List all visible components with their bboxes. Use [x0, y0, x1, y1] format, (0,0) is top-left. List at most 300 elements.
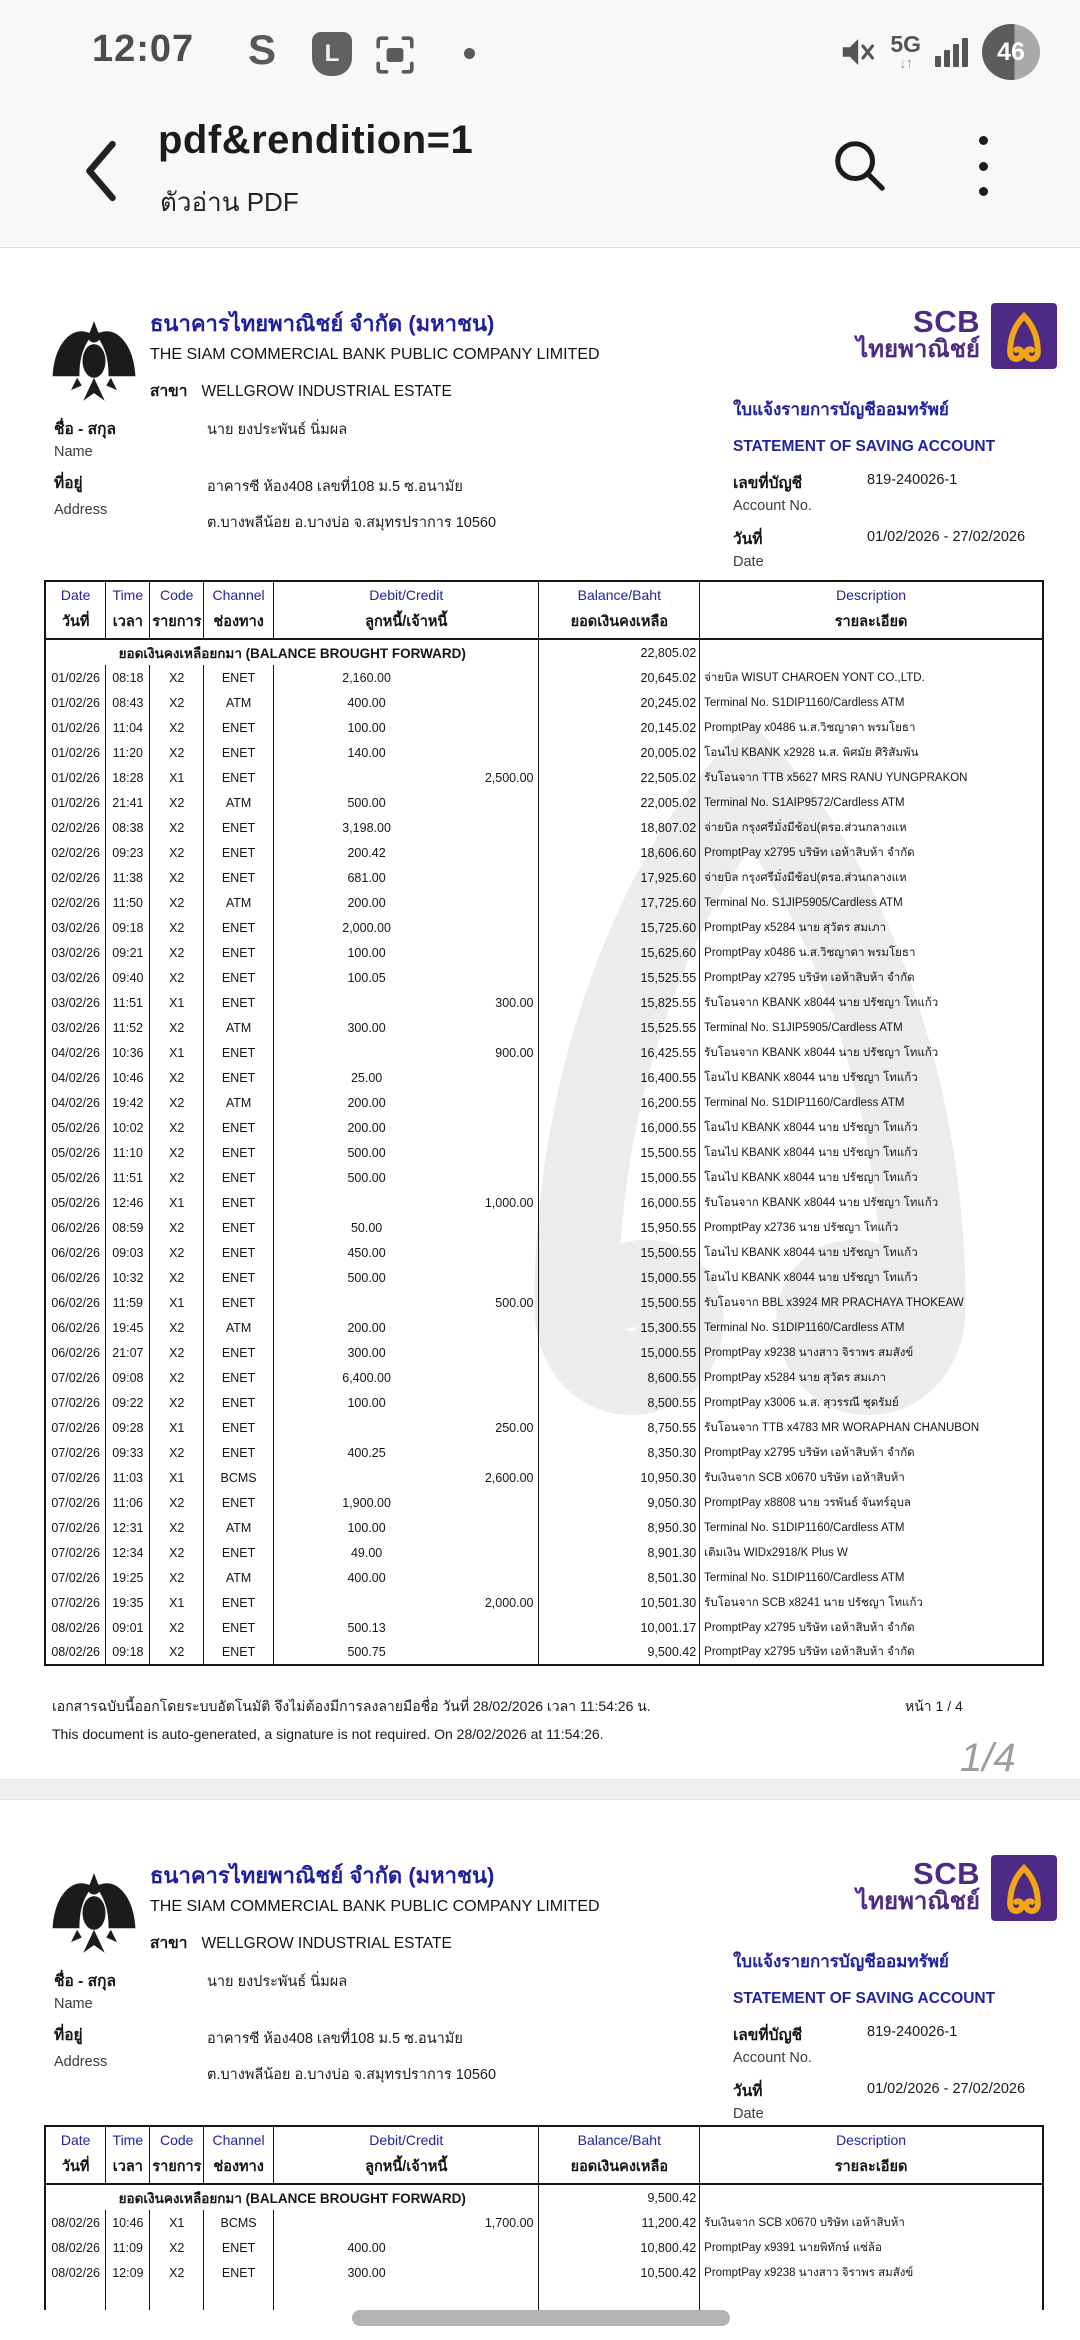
scb-logo-en: SCB: [913, 1856, 980, 1891]
cell-balance: 10,500.42: [539, 2260, 700, 2285]
cell-description: PromptPay x2795 บริษัท เอห้าสิบห้า จำกัด: [700, 1440, 1043, 1465]
brought-forward-row: [45, 2184, 1043, 2210]
cell-time: 11:04: [106, 715, 150, 740]
brought-forward-label: ยอดเงินคงเหลือยกมา (BALANCE BROUGHT FORWARD): [45, 2184, 539, 2210]
cell-code: X2: [150, 1440, 204, 1465]
transaction-row: [45, 1190, 1043, 1215]
cell-channel: BCMS: [204, 1465, 274, 1490]
cell-channel: ENET: [204, 915, 274, 940]
cell-date: 07/02/26: [45, 1390, 106, 1415]
cell-debit-credit: 200.00: [274, 1315, 539, 1340]
cell-channel: ENET: [204, 1065, 274, 1090]
cell-code: X2: [150, 1215, 204, 1240]
transaction-row: [45, 865, 1043, 890]
garuda-emblem: [48, 303, 140, 425]
branch-line: [150, 1930, 452, 1955]
cell-balance: 15,525.55: [539, 1015, 700, 1040]
transaction-row: [45, 1265, 1043, 1290]
cell-balance: 15,000.55: [539, 1165, 700, 1190]
cell-channel: ENET: [204, 1215, 274, 1240]
transaction-row: [45, 1015, 1043, 1040]
cell-date: 03/02/26: [45, 965, 106, 990]
branch-name: WELLGROW INDUSTRIAL ESTATE: [201, 1935, 452, 1952]
cell-description: รับโอนจาก SCB x8241 นาย ปรัชญา โทแก้ว: [700, 1590, 1043, 1615]
cell-date: 04/02/26: [45, 1090, 106, 1115]
cell-code: X2: [150, 1565, 204, 1590]
cell-date: 07/02/26: [45, 1540, 106, 1565]
cell-debit-credit: 500.00: [274, 1165, 539, 1190]
statement-title-th: ใบแจ้งรายการบัญชีออมทรัพย์: [733, 1952, 949, 1971]
cell-balance: 20,005.02: [539, 740, 700, 765]
transaction-row: [45, 890, 1043, 915]
cell-time: 09:01: [106, 1615, 150, 1640]
cell-time: 11:51: [106, 1165, 150, 1190]
cell-channel: ENET: [204, 990, 274, 1015]
cell-date: 07/02/26: [45, 1440, 106, 1465]
cell-channel: ENET: [204, 1365, 274, 1390]
cell-description: PromptPay x2795 บริษัท เอห้าสิบห้า จำกัด: [700, 1615, 1043, 1640]
cell-date: 01/02/26: [45, 665, 106, 690]
transaction-row: [45, 1340, 1043, 1365]
transaction-row: [45, 1240, 1043, 1265]
address-label-en: Address: [54, 502, 108, 518]
cell-debit-credit: 1,000.00: [274, 1190, 539, 1215]
bank-name-th: ธนาคารไทยพาณิชย์ จำกัด (มหาชน): [150, 311, 495, 336]
cell-debit-credit: 500.75: [274, 1640, 539, 1665]
cell-code: X1: [150, 1190, 204, 1215]
cell-debit-credit: 500.00: [274, 1290, 539, 1315]
account-label-th: เลขที่บัญชี: [733, 475, 803, 492]
transaction-row: [45, 915, 1043, 940]
transaction-row: [45, 765, 1043, 790]
cell-debit-credit: 450.00: [274, 1240, 539, 1265]
cell-date: 01/02/26: [45, 790, 106, 815]
cell-description: PromptPay x0486 น.ส.วิชญาดา พรมโยธา: [700, 715, 1043, 740]
cell-channel: ENET: [204, 840, 274, 865]
col-header-time: Time เวลา: [106, 2126, 150, 2184]
cell-channel: ENET: [204, 1540, 274, 1565]
cell-debit-credit: 2,160.00: [274, 665, 539, 690]
cell-code: X2: [150, 1490, 204, 1515]
cell-code: X2: [150, 815, 204, 840]
cell-code: X2: [150, 2260, 204, 2285]
cell-balance: 16,000.55: [539, 1190, 700, 1215]
cell-description: Terminal No. S1DIP1160/Cardless ATM: [700, 690, 1043, 715]
account-label-en: Account No.: [733, 2050, 812, 2066]
cell-description: PromptPay x2795 บริษัท เอห้าสิบห้า จำกัด: [700, 965, 1043, 990]
branch-name: WELLGROW INDUSTRIAL ESTATE: [201, 383, 452, 400]
cell-time: 09:23: [106, 840, 150, 865]
transaction-row: [45, 1090, 1043, 1115]
cell-date: 07/02/26: [45, 1565, 106, 1590]
cell-balance: 10,001.17: [539, 1615, 700, 1640]
cell-description: PromptPay x2795 บริษัท เอห้าสิบห้า จำกัด: [700, 840, 1043, 865]
cell-code: X2: [150, 740, 204, 765]
cell-balance: 15,825.55: [539, 990, 700, 1015]
cell-description: โอนไป KBANK x2928 น.ส. พิศมัย ศิริสัมพัน: [700, 740, 1043, 765]
cell-code: X2: [150, 1165, 204, 1190]
address-label-th: ที่อยู่: [54, 475, 83, 492]
transaction-row: [45, 2260, 1043, 2285]
cell-code: X1: [150, 1415, 204, 1440]
cell-description: รับเงินจาก SCB x0670 บริษัท เอห้าสิบห้า: [700, 2210, 1043, 2235]
transaction-row: [45, 740, 1043, 765]
cell-channel: ENET: [204, 1240, 274, 1265]
cell-debit-credit: 300.00: [274, 2260, 539, 2285]
cell-debit-credit: 2,000.00: [274, 1590, 539, 1615]
cell-time: 18:28: [106, 765, 150, 790]
cell-channel: ENET: [204, 2235, 274, 2260]
transaction-row: [45, 1365, 1043, 1390]
cell-time: 10:46: [106, 1065, 150, 1090]
cell-channel: ATM: [204, 1565, 274, 1590]
customer-name: นาย ยงประพันธ์ นิ่มผล: [207, 1974, 348, 1990]
transaction-row: [45, 715, 1043, 740]
cell-description: รับโอนจาก KBANK x8044 นาย ปรัชญา โทแก้ว: [700, 1190, 1043, 1215]
name-label-en: Name: [54, 444, 93, 460]
cell-debit-credit: 400.25: [274, 1440, 539, 1465]
cell-code: X2: [150, 1065, 204, 1090]
cell-description: PromptPay x9238 นางสาว จิราพร สมสังข์: [700, 2260, 1043, 2285]
cell-date: 03/02/26: [45, 940, 106, 965]
cell-code: X2: [150, 1090, 204, 1115]
cell-channel: ENET: [204, 1140, 274, 1165]
cell-description: โอนไป KBANK x8044 นาย ปรัชญา โทแก้ว: [700, 1115, 1043, 1140]
cell-description: Terminal No. S1DIP1160/Cardless ATM: [700, 1515, 1043, 1540]
cell-code: X2: [150, 1515, 204, 1540]
cell-debit-credit: 300.00: [274, 990, 539, 1015]
date-label-th: วันที่: [733, 2083, 763, 2100]
transaction-row: [45, 1565, 1043, 1590]
cell-time: 08:59: [106, 1215, 150, 1240]
cell-channel: ENET: [204, 1340, 274, 1365]
address-line2: ต.บางพลีน้อย อ.บางบ่อ จ.สมุทรปราการ 10560: [207, 515, 497, 531]
cell-balance: 8,901.30: [539, 1540, 700, 1565]
cell-balance: 22,005.02: [539, 790, 700, 815]
cell-code: X2: [150, 1240, 204, 1265]
cell-debit-credit: 300.00: [274, 1015, 539, 1040]
cell-channel: ENET: [204, 965, 274, 990]
cell-date: 08/02/26: [45, 1640, 106, 1665]
cell-debit-credit: 1,900.00: [274, 1490, 539, 1515]
cell-channel: ENET: [204, 1590, 274, 1615]
brought-forward-balance: 9,500.42: [539, 2184, 700, 2210]
cell-channel: ENET: [204, 1490, 274, 1515]
cell-code: X1: [150, 1465, 204, 1490]
cell-code: X2: [150, 840, 204, 865]
cell-debit-credit: 140.00: [274, 740, 539, 765]
transaction-row: [45, 1165, 1043, 1190]
cell-channel: ENET: [204, 665, 274, 690]
cell-date: 05/02/26: [45, 1165, 106, 1190]
cell-date: 07/02/26: [45, 1365, 106, 1390]
cell-time: 09:03: [106, 1240, 150, 1265]
cell-code: X1: [150, 990, 204, 1015]
cell-date: 07/02/26: [45, 1515, 106, 1540]
cell-balance: 10,950.30: [539, 1465, 700, 1490]
cell-time: 10:02: [106, 1115, 150, 1140]
transaction-row: [45, 1615, 1043, 1640]
cell-code: X2: [150, 915, 204, 940]
transaction-row: [45, 990, 1043, 1015]
brought-forward-row: [45, 639, 1043, 665]
transaction-row: [45, 1390, 1043, 1415]
garuda-emblem: [48, 1855, 140, 1977]
cell-debit-credit: 200.00: [274, 1115, 539, 1140]
cell-channel: ENET: [204, 1165, 274, 1190]
cell-code: X1: [150, 1590, 204, 1615]
cell-description: Terminal No. S1JIP5905/Cardless ATM: [700, 890, 1043, 915]
transaction-row: [45, 790, 1043, 815]
cell-balance: 11,200.42: [539, 2210, 700, 2235]
network-type-icon: 5G ↓↑: [890, 31, 921, 72]
branch-line: [150, 378, 452, 403]
cell-date: 06/02/26: [45, 1340, 106, 1365]
address-label-en: Address: [54, 2054, 108, 2070]
cell-description: PromptPay x9238 นางสาว จิราพร สมสังข์: [700, 1340, 1043, 1365]
cell-date: 01/02/26: [45, 740, 106, 765]
col-header-code: Code รายการ: [150, 2126, 204, 2184]
scb-logo-text: [856, 306, 980, 362]
cell-date: 07/02/26: [45, 1490, 106, 1515]
cell-description: PromptPay x2795 บริษัท เอห้าสิบห้า จำกัด: [700, 1640, 1043, 1665]
cell-code: X2: [150, 665, 204, 690]
pdf-page-1: [0, 248, 1080, 1780]
cell-time: 11:52: [106, 1015, 150, 1040]
transaction-row: [45, 840, 1043, 865]
cell-description: PromptPay x2736 นาย ปรัชญา โทแก้ว: [700, 1215, 1043, 1240]
cell-description: PromptPay x9391 นายพิทักษ์ แซ่ล้อ: [700, 2235, 1043, 2260]
transaction-row: [45, 1590, 1043, 1615]
name-label-th: ชื่อ - สกุล: [54, 421, 116, 438]
cell-description: PromptPay x3006 น.ส. สุวรรณี ชุดรัมย์: [700, 1390, 1043, 1415]
mute-icon: [838, 33, 876, 71]
cell-channel: ENET: [204, 1290, 274, 1315]
transaction-row: [45, 1290, 1043, 1315]
back-icon[interactable]: [78, 138, 124, 204]
cell-balance: 8,600.55: [539, 1365, 700, 1390]
cell-description: รับเงินจาก SCB x0670 บริษัท เอห้าสิบห้า: [700, 1465, 1043, 1490]
cell-balance: 8,750.55: [539, 1415, 700, 1440]
statement-title-th: ใบแจ้งรายการบัญชีออมทรัพย์: [733, 400, 949, 419]
cell-time: 11:50: [106, 890, 150, 915]
cell-code: X2: [150, 1640, 204, 1665]
cell-channel: ATM: [204, 1015, 274, 1040]
col-header-date: Date วันที่: [45, 581, 106, 639]
cell-time: 10:32: [106, 1265, 150, 1290]
statement-date-range: 01/02/2026 - 27/02/2026: [867, 2081, 1026, 2097]
scb-logo-text: [856, 1858, 980, 1914]
cell-balance: 17,725.60: [539, 890, 700, 915]
cell-channel: ENET: [204, 1040, 274, 1065]
cell-debit-credit: 50.00: [274, 1215, 539, 1240]
cell-time: 09:08: [106, 1365, 150, 1390]
cell-code: X1: [150, 2210, 204, 2235]
cell-code: X2: [150, 1115, 204, 1140]
cell-time: 09:40: [106, 965, 150, 990]
cell-balance: 18,606.60: [539, 840, 700, 865]
cell-debit-credit: 500.00: [274, 1140, 539, 1165]
account-label-th: เลขที่บัญชี: [733, 2027, 803, 2044]
scb-logo-icon: [991, 303, 1057, 369]
cell-time: 19:35: [106, 1590, 150, 1615]
cell-date: 08/02/26: [45, 2210, 106, 2235]
s-badge-icon: S: [248, 26, 277, 73]
transaction-row: [45, 1415, 1043, 1440]
cell-code: X2: [150, 1315, 204, 1340]
cell-date: 01/02/26: [45, 690, 106, 715]
cell-time: 11:38: [106, 865, 150, 890]
table-header-row: [45, 581, 1043, 639]
cell-code: X2: [150, 890, 204, 915]
cell-debit-credit: 100.00: [274, 1515, 539, 1540]
cell-time: 09:18: [106, 1640, 150, 1665]
account-label-en: Account No.: [733, 498, 812, 514]
cell-date: 06/02/26: [45, 1265, 106, 1290]
date-label-th: วันที่: [733, 531, 763, 548]
cell-date: 05/02/26: [45, 1190, 106, 1215]
cell-date: 03/02/26: [45, 915, 106, 940]
col-header-channel: Channel ช่องทาง: [204, 581, 274, 639]
cell-debit-credit: 500.00: [274, 790, 539, 815]
cell-time: 09:33: [106, 1440, 150, 1465]
cell-debit-credit: 2,500.00: [274, 765, 539, 790]
page-number-label: หน้า 1 / 4: [905, 1698, 963, 1714]
cell-balance: 8,950.30: [539, 1515, 700, 1540]
cell-description: Terminal No. S1DIP1160/Cardless ATM: [700, 1315, 1043, 1340]
cell-date: 03/02/26: [45, 990, 106, 1015]
cell-balance: 16,000.55: [539, 1115, 700, 1140]
scroll-indicator[interactable]: [352, 2310, 730, 2326]
date-label-en: Date: [733, 554, 764, 570]
transaction-row: [45, 1140, 1043, 1165]
clipped-row: [45, 2285, 1043, 2310]
cell-description: รับโอนจาก TTB x4783 MR WORAPHAN CHANUBON: [700, 1415, 1043, 1440]
cell-time: 21:07: [106, 1340, 150, 1365]
transaction-row: [45, 1315, 1043, 1340]
bank-name-en: THE SIAM COMMERCIAL BANK PUBLIC COMPANY LIMITED: [150, 1898, 600, 1915]
cell-code: X1: [150, 765, 204, 790]
cell-debit-credit: 49.00: [274, 1540, 539, 1565]
customer-name: นาย ยงประพันธ์ นิ่มผล: [207, 422, 348, 438]
cell-debit-credit: 500.00: [274, 1265, 539, 1290]
cell-date: 06/02/26: [45, 1290, 106, 1315]
cell-code: X2: [150, 1365, 204, 1390]
cell-code: X2: [150, 965, 204, 990]
clock: 12:07: [92, 28, 195, 70]
cell-balance: 8,350.30: [539, 1440, 700, 1465]
cell-time: 11:06: [106, 1490, 150, 1515]
cell-balance: 8,500.55: [539, 1390, 700, 1415]
pdf-page-2: [0, 1800, 1080, 2340]
cell-time: 09:21: [106, 940, 150, 965]
cell-description: Terminal No. S1JIP5905/Cardless ATM: [700, 1015, 1043, 1040]
cell-date: 06/02/26: [45, 1240, 106, 1265]
cell-description: โอนไป KBANK x8044 นาย ปรัชญา โทแก้ว: [700, 1140, 1043, 1165]
cell-debit-credit: 6,400.00: [274, 1365, 539, 1390]
col-header-date: Date วันที่: [45, 2126, 106, 2184]
cell-description: Terminal No. S1DIP1160/Cardless ATM: [700, 1090, 1043, 1115]
cell-debit-credit: 100.05: [274, 965, 539, 990]
search-icon[interactable]: [830, 136, 888, 194]
transaction-row: [45, 1065, 1043, 1090]
cell-code: X2: [150, 940, 204, 965]
status-indicators: [838, 26, 1040, 78]
statement-date-range: 01/02/2026 - 27/02/2026: [867, 529, 1026, 545]
cell-code: X1: [150, 1290, 204, 1315]
cell-channel: ENET: [204, 740, 274, 765]
table-header-row: [45, 2126, 1043, 2184]
cell-code: X2: [150, 1615, 204, 1640]
cell-balance: 10,800.42: [539, 2235, 700, 2260]
cell-debit-credit: 500.13: [274, 1615, 539, 1640]
cell-channel: ENET: [204, 1415, 274, 1440]
cell-channel: ENET: [204, 1390, 274, 1415]
cell-date: 07/02/26: [45, 1590, 106, 1615]
cell-code: X2: [150, 1390, 204, 1415]
cell-code: X2: [150, 1340, 204, 1365]
cell-debit-credit: 100.00: [274, 1390, 539, 1415]
cell-balance: 15,950.55: [539, 1215, 700, 1240]
page-separator: [0, 1779, 1080, 1800]
cell-channel: ATM: [204, 790, 274, 815]
cell-description: โอนไป KBANK x8044 นาย ปรัชญา โทแก้ว: [700, 1240, 1043, 1265]
cell-balance: 16,400.55: [539, 1065, 700, 1090]
cell-date: 02/02/26: [45, 840, 106, 865]
cell-channel: ENET: [204, 1115, 274, 1140]
cell-date: 05/02/26: [45, 1140, 106, 1165]
cell-balance: 15,300.55: [539, 1315, 700, 1340]
cell-description: PromptPay x8808 นาย วรพันธ์ จันทร์อุบล: [700, 1490, 1043, 1515]
cell-debit-credit: 681.00: [274, 865, 539, 890]
cell-time: 19:25: [106, 1565, 150, 1590]
cell-date: 06/02/26: [45, 1315, 106, 1340]
cell-balance: 15,725.60: [539, 915, 700, 940]
cell-balance: 15,525.55: [539, 965, 700, 990]
cell-description: รับโอนจาก BBL x3924 MR PRACHAYA THOKEAW: [700, 1290, 1043, 1315]
brought-forward-balance: 22,805.02: [539, 639, 700, 665]
footer-note-th: เอกสารฉบับนี้ออกโดยระบบอัตโนมัติ จึงไม่ต้องมีการลงลายมือชื่อ วันที่ 28/02/2026 เวลา 11:54:26 น.: [52, 1698, 651, 1714]
cell-date: 04/02/26: [45, 1065, 106, 1090]
cell-time: 11:09: [106, 2235, 150, 2260]
cell-description: รับโอนจาก TTB x5627 MRS RANU YUNGPRAKON: [700, 765, 1043, 790]
cell-date: 07/02/26: [45, 1465, 106, 1490]
transaction-row: [45, 965, 1043, 990]
document-title: pdf&rendition=1: [158, 118, 474, 162]
cell-description: เติมเงิน WIDx2918/K Plus W: [700, 1540, 1043, 1565]
cell-channel: ATM: [204, 1090, 274, 1115]
cell-date: 01/02/26: [45, 765, 106, 790]
cell-description: จ่ายบิล กรุงศรีมั่งมีช้อป(ตรอ.ส่วนกลางแห: [700, 815, 1043, 840]
cell-code: X2: [150, 865, 204, 890]
shield-l-icon: L: [312, 32, 352, 76]
cell-time: 08:43: [106, 690, 150, 715]
transaction-row: [45, 1540, 1043, 1565]
cell-debit-credit: 1,700.00: [274, 2210, 539, 2235]
status-bar: [0, 0, 1080, 100]
cell-time: 11:51: [106, 990, 150, 1015]
transaction-row: [45, 1440, 1043, 1465]
cell-date: 01/02/26: [45, 715, 106, 740]
transaction-row: [45, 1115, 1043, 1140]
cell-time: 11:59: [106, 1290, 150, 1315]
overflow-menu-icon[interactable]: [974, 136, 992, 196]
footer-note-en: This document is auto-generated, a signature is not required. On 28/02/2026 at 11:54:26.: [52, 1726, 604, 1742]
transaction-row: [45, 2210, 1043, 2235]
cell-debit-credit: 400.00: [274, 1565, 539, 1590]
cell-channel: BCMS: [204, 2210, 274, 2235]
cell-channel: ENET: [204, 715, 274, 740]
